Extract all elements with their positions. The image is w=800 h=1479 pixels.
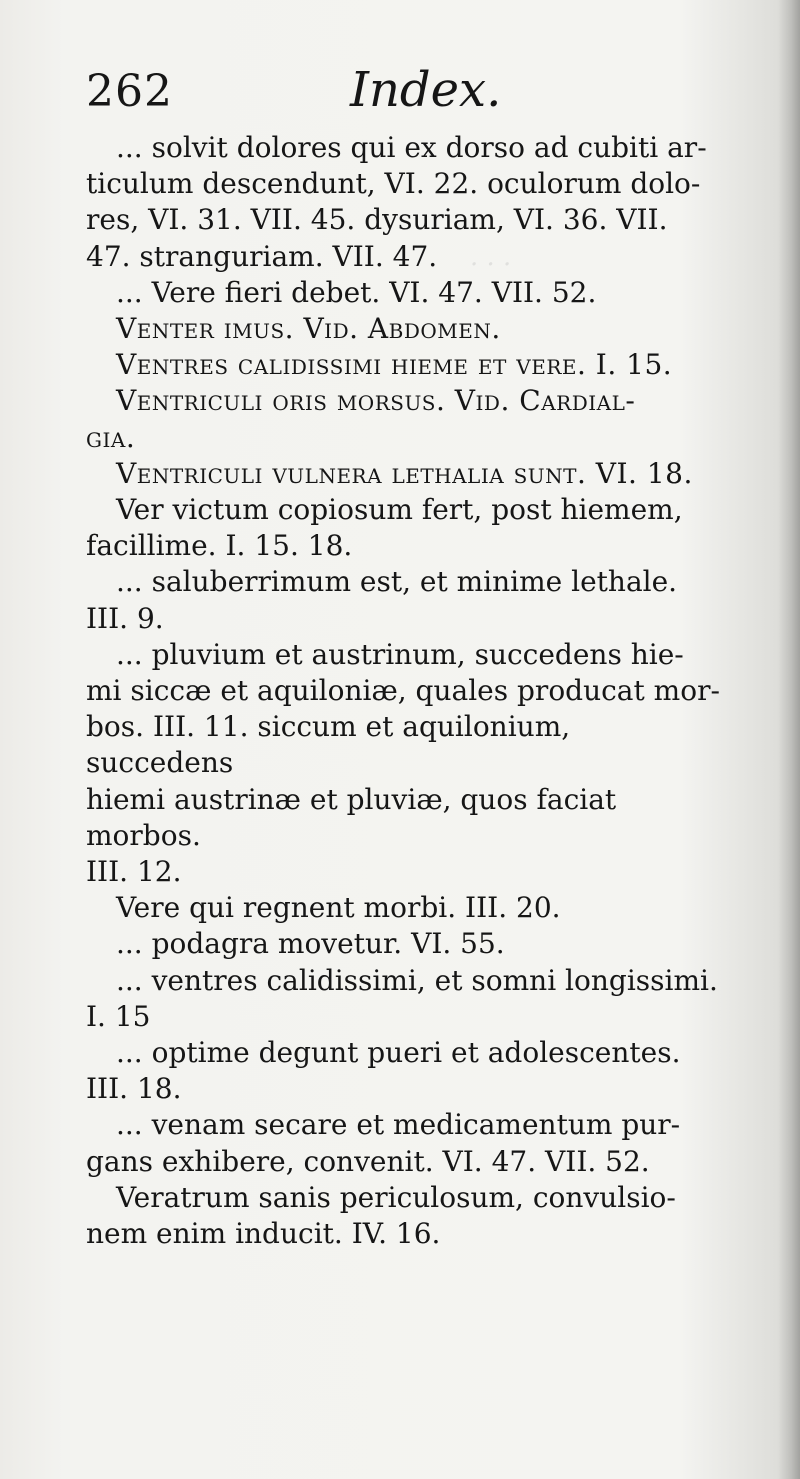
- index-heading: Ventriculi oris morsus. Vid. Cardial-: [116, 384, 636, 418]
- page-header: [86, 62, 726, 132]
- index-heading: Vere qui regnent morbi. III. 20.: [116, 891, 561, 925]
- index-line: hiemi austrinæ et pluviæ, quos faciat morbos.: [86, 782, 617, 852]
- index-line: gans exhibere, convenit. VI. 47. VII. 52.: [86, 1144, 650, 1178]
- index-heading: Ventres calidissimi hieme et vere. I. 15.: [116, 348, 673, 382]
- index-heading: Venter imus. Vid. Abdomen.: [116, 312, 501, 346]
- index-line: III. 9.: [86, 601, 164, 635]
- index-line: gia.: [86, 420, 136, 454]
- index-line: ... solvit dolores qui ex dorso ad cubiti ar-: [116, 131, 707, 164]
- index-line: ... optime degunt pueri et adolescentes.: [116, 1036, 681, 1070]
- index-line: ... ventres calidissimi, et somni longissimi.: [116, 963, 718, 997]
- index-line: ... Vere fieri debet. VI. 47. VII. 52.: [116, 275, 597, 309]
- index-line: III. 18.: [86, 1072, 182, 1106]
- index-line: 47. stranguriam. VII. 47.: [86, 239, 438, 273]
- index-line: ... podagra movetur. VI. 55.: [116, 927, 505, 961]
- index-line: I. 15: [86, 999, 151, 1033]
- index-line: bos. III. 11. siccum et aquilonium, succedens: [86, 710, 571, 780]
- index-heading: Veratrum sanis periculosum, convulsio-: [116, 1180, 676, 1214]
- index-line: III. 12.: [86, 855, 182, 889]
- index-heading: Ventriculi vulnera lethalia sunt. VI. 18.: [116, 456, 693, 490]
- index-line: nem enim inducit. IV. 16.: [86, 1217, 441, 1251]
- index-heading: Ver victum copiosum fert, post hiemem,: [116, 493, 683, 527]
- index-line: mi siccæ et aquiloniæ, quales producat mor-: [86, 674, 720, 708]
- index-line: res, VI. 31. VII. 45. dysuriam, VI. 36. VII.: [86, 203, 668, 237]
- index-line: ticulum descendunt, VI. 22. oculorum dolo-: [86, 167, 701, 201]
- running-title: Index.: [350, 62, 502, 118]
- page-edge-shadow: [778, 0, 800, 1479]
- index-line: ... pluvium et austrinum, succedens hie-: [116, 637, 684, 671]
- index-body: [86, 130, 726, 1252]
- index-line: facillime. I. 15. 18.: [86, 529, 353, 563]
- index-line: ... venam secare et medicamentum pur-: [116, 1108, 681, 1142]
- bleed-through-text: · · ·: [470, 250, 512, 280]
- page-number: 262: [86, 66, 173, 117]
- index-line: ... saluberrimum est, et minime lethale.: [116, 565, 678, 599]
